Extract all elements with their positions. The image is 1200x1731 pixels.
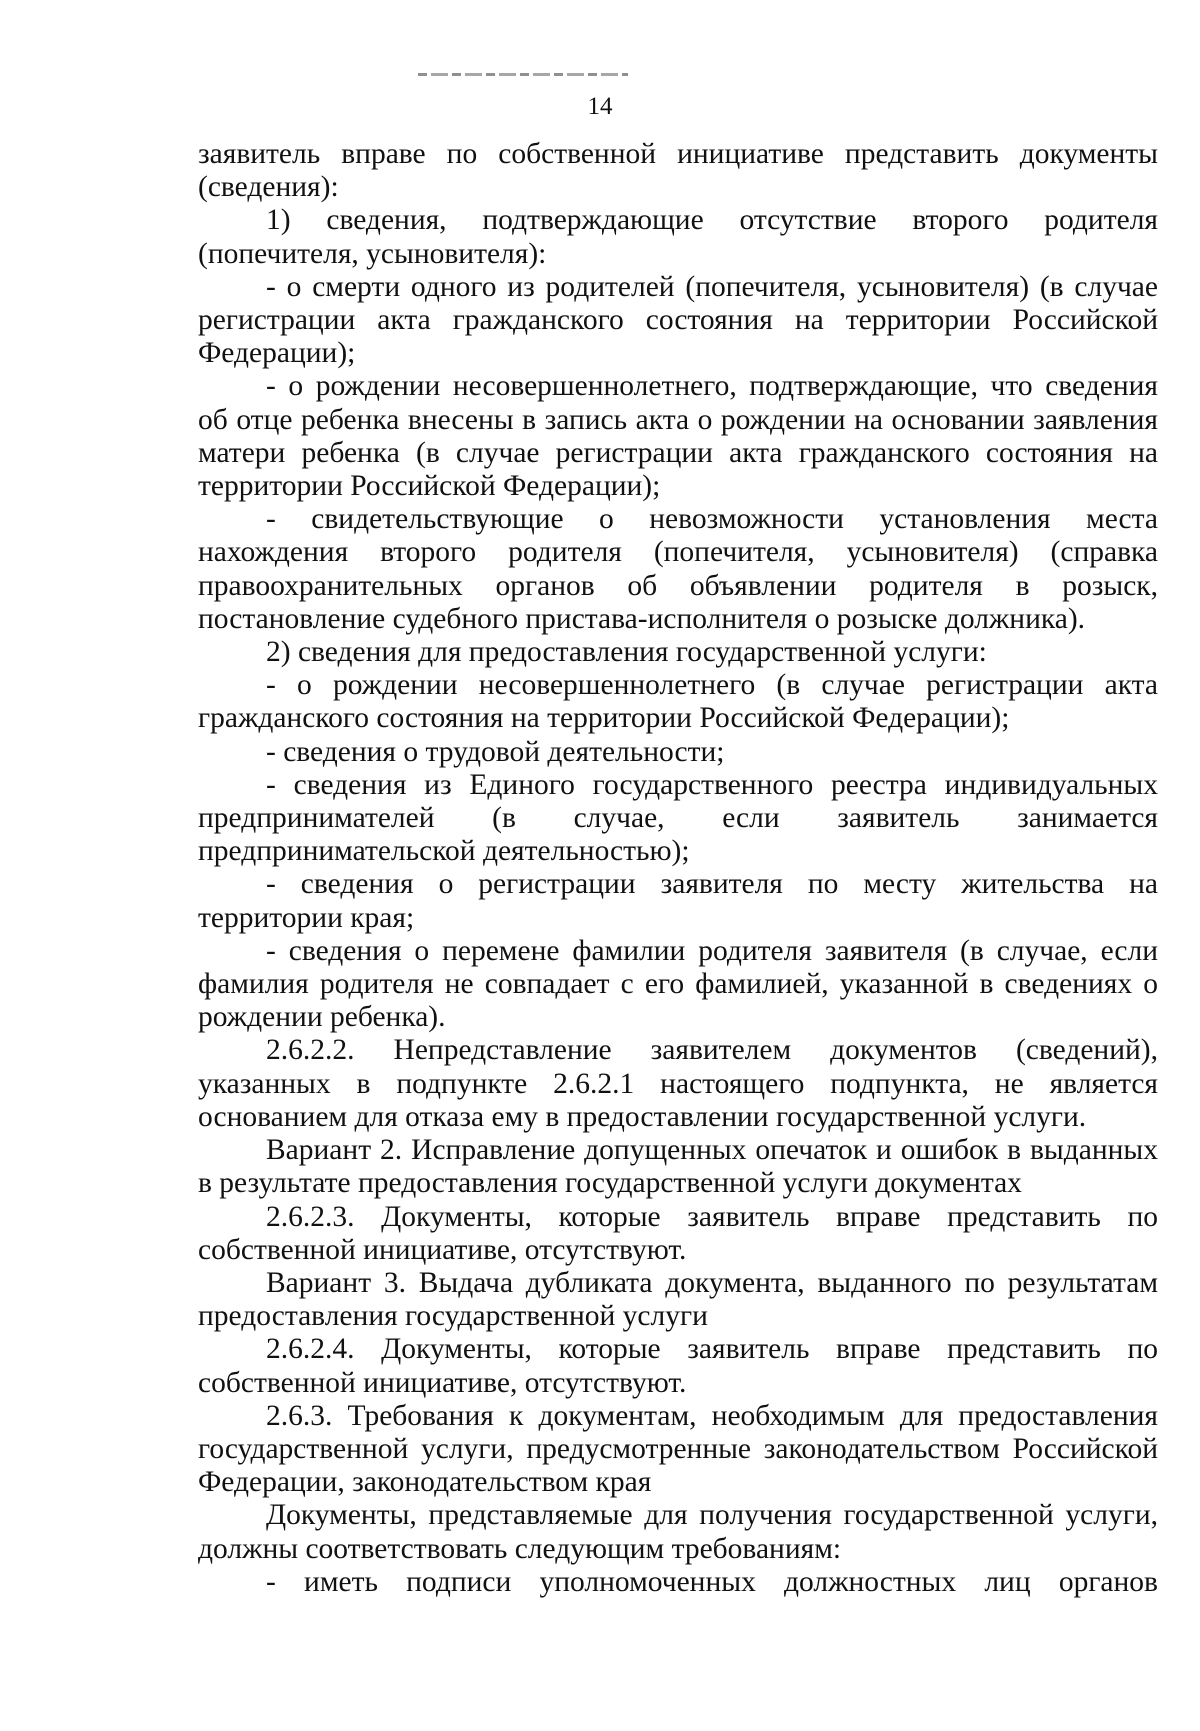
paragraph: 2.6.2.3. Документы, которые заявитель вправе представить по собственной инициативе, отсутствуют. — [198, 1200, 1158, 1266]
paragraph: - свидетельствующие о невозможности установления места нахождения второго родителя (попечителя, усыновителя) (справка правоохранительных органов об объявлении родителя в розыск, постановление судебного пристава-исполнителя о розыске должника). — [198, 503, 1158, 635]
paragraph: - сведения о перемене фамилии родителя заявителя (в случае, если фамилия родителя не совпадает с его фамилией, указанной в сведениях о рождении ребенка). — [198, 934, 1158, 1034]
paragraph: Документы, представляемые для получения государственной услуги, должны соответствовать следующим требованиям: — [198, 1499, 1158, 1565]
document-body — [198, 138, 1158, 1599]
paragraph: 2.6.3. Требования к документам, необходимым для предоставления государственной услуги, предусмотренные законодательством Российской Федерации, законодательством края — [198, 1399, 1158, 1499]
paragraph: - сведения из Единого государственного реестра индивидуальных предпринимателей (в случае, если заявитель занимается предпринимательской деятельностью); — [198, 768, 1158, 868]
paragraph: - иметь подписи уполномоченных должностных лиц органов — [266, 1565, 1158, 1598]
paragraph: 2.6.2.4. Документы, которые заявитель вправе представить по собственной инициативе, отсутствуют. — [198, 1333, 1158, 1399]
paragraph: - сведения о регистрации заявителя по месту жительства на территории края; — [198, 868, 1158, 934]
scan-artifact — [418, 73, 628, 76]
paragraph: заявитель вправе по собственной инициативе представить документы (сведения): — [198, 138, 1158, 204]
paragraph: - о рождении несовершеннолетнего (в случае регистрации акта гражданского состояния на территории Российской Федерации); — [198, 669, 1158, 735]
paragraph: - сведения о трудовой деятельности; — [266, 735, 725, 768]
paragraph: 2.6.2.2. Непредставление заявителем документов (сведений), указанных в подпункте 2.6.2.1 настоящего подпункта, не является основанием для отказа ему в предоставлении государственной услуги. — [198, 1034, 1158, 1133]
paragraph: Вариант 2. Исправление допущенных опечаток и ошибок в выданных в результате предоставления государственной услуги документах — [198, 1134, 1158, 1200]
paragraph: - о рождении несовершеннолетнего, подтверждающие, что сведения об отце ребенка внесены в запись акта о рождении на основании заявления матери ребенка (в случае регистрации акта гражданского состояния на территории Российской Федерации); — [198, 370, 1158, 503]
paragraph: Вариант 3. Выдача дубликата документа, выданного по результатам предоставления государственной услуги — [198, 1266, 1158, 1333]
paragraph: 2) сведения для предоставления государственной услуги: — [266, 636, 987, 669]
page-number: 14 — [587, 93, 613, 120]
paragraph: 1) сведения, подтверждающие отсутствие второго родителя (попечителя, усыновителя): — [198, 204, 1158, 270]
paragraph: - о смерти одного из родителей (попечителя, усыновителя) (в случае регистрации акта гражданского состояния на территории Российской Федерации); — [198, 270, 1158, 370]
